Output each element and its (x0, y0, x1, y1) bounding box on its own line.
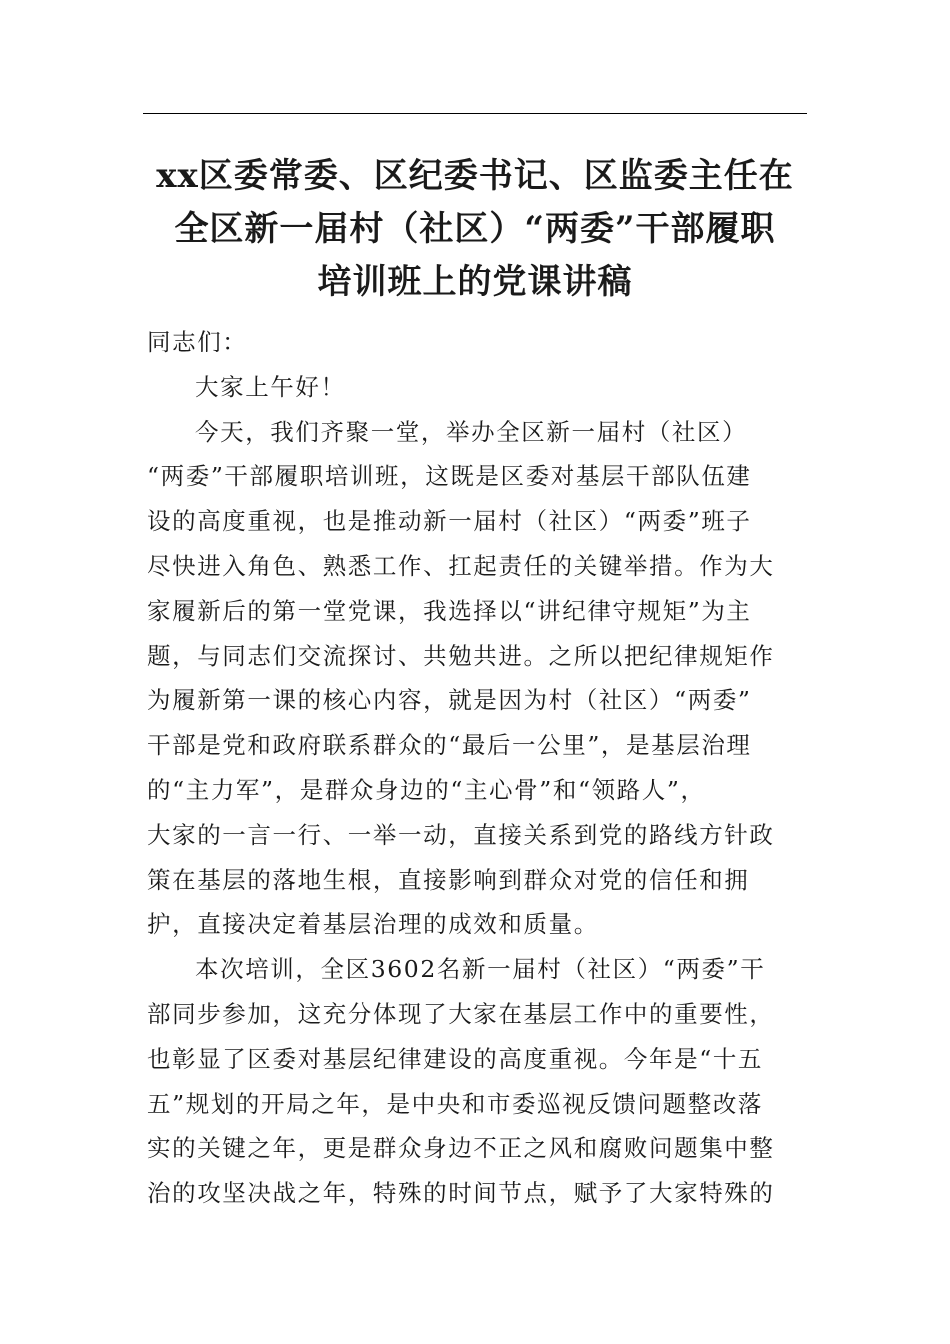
document-body (147, 320, 797, 1216)
title-line: 全区新一届村（社区）“两委”干部履职 (174, 209, 776, 249)
paragraph-line: 家履新后的第一堂党课，我选择以“讲纪律守规矩”为主 (147, 596, 752, 625)
paragraph-line: 实的关键之年，更是群众身边不正之风和腐败问题集中整 (147, 1134, 775, 1163)
paragraph-line: 为履新第一课的核心内容，就是因为村（社区）“两委” (147, 686, 752, 715)
paragraph-line: 今天，我们齐聚一堂，举办全区新一届村（社区） (195, 417, 748, 446)
paragraph-line: 大家的一言一行、一举一动，直接关系到党的路线方针政 (147, 820, 775, 849)
paragraph-line: 部同步参加，这充分体现了大家在基层工作中的重要性， (147, 999, 775, 1028)
paragraph-line: 本次培训，全区3602名新一届村（社区）“两委”干 (195, 955, 766, 984)
greeting: 大家上午好！ (195, 372, 346, 401)
header-rule (143, 113, 807, 114)
paragraph-line: 设的高度重视，也是推动新一届村（社区）“两委”班子 (147, 507, 752, 536)
paragraph-line: 尽快进入角色、熟悉工作、扛起责任的关键举措。作为大 (147, 551, 775, 580)
document-title (143, 150, 807, 309)
paragraph-1 (147, 410, 797, 948)
paragraph-line: 干部是党和政府联系群众的“最后一公里”，是基层治理 (147, 731, 752, 760)
title-line: xx区委常委、区纪委书记、区监委主任在 (156, 156, 794, 196)
paragraph-line: 也彰显了区委对基层纪律建设的高度重视。今年是“十五 (147, 1044, 764, 1073)
paragraph-line: 策在基层的落地生根，直接影响到群众对党的信任和拥 (147, 865, 750, 894)
paragraph-2 (147, 947, 797, 1216)
paragraph-line: 五”规划的开局之年，是中央和市委巡视反馈问题整改落 (147, 1089, 764, 1118)
paragraph-line: 治的攻坚决战之年，特殊的时间节点，赋予了大家特殊的 (147, 1179, 775, 1208)
salutation: 同志们： (147, 328, 248, 356)
paragraph-line: 的“主力军”，是群众身边的“主心骨”和“领路人”， (147, 775, 706, 804)
title-line: 培训班上的党课讲稿 (317, 262, 633, 302)
paragraph-line: 题，与同志们交流探讨、共勉共进。之所以把纪律规矩作 (147, 641, 775, 670)
paragraph-line: 护，直接决定着基层治理的成效和质量。 (147, 910, 599, 939)
paragraph-line: “两委”干部履职培训班，这既是区委对基层干部队伍建 (147, 462, 752, 491)
